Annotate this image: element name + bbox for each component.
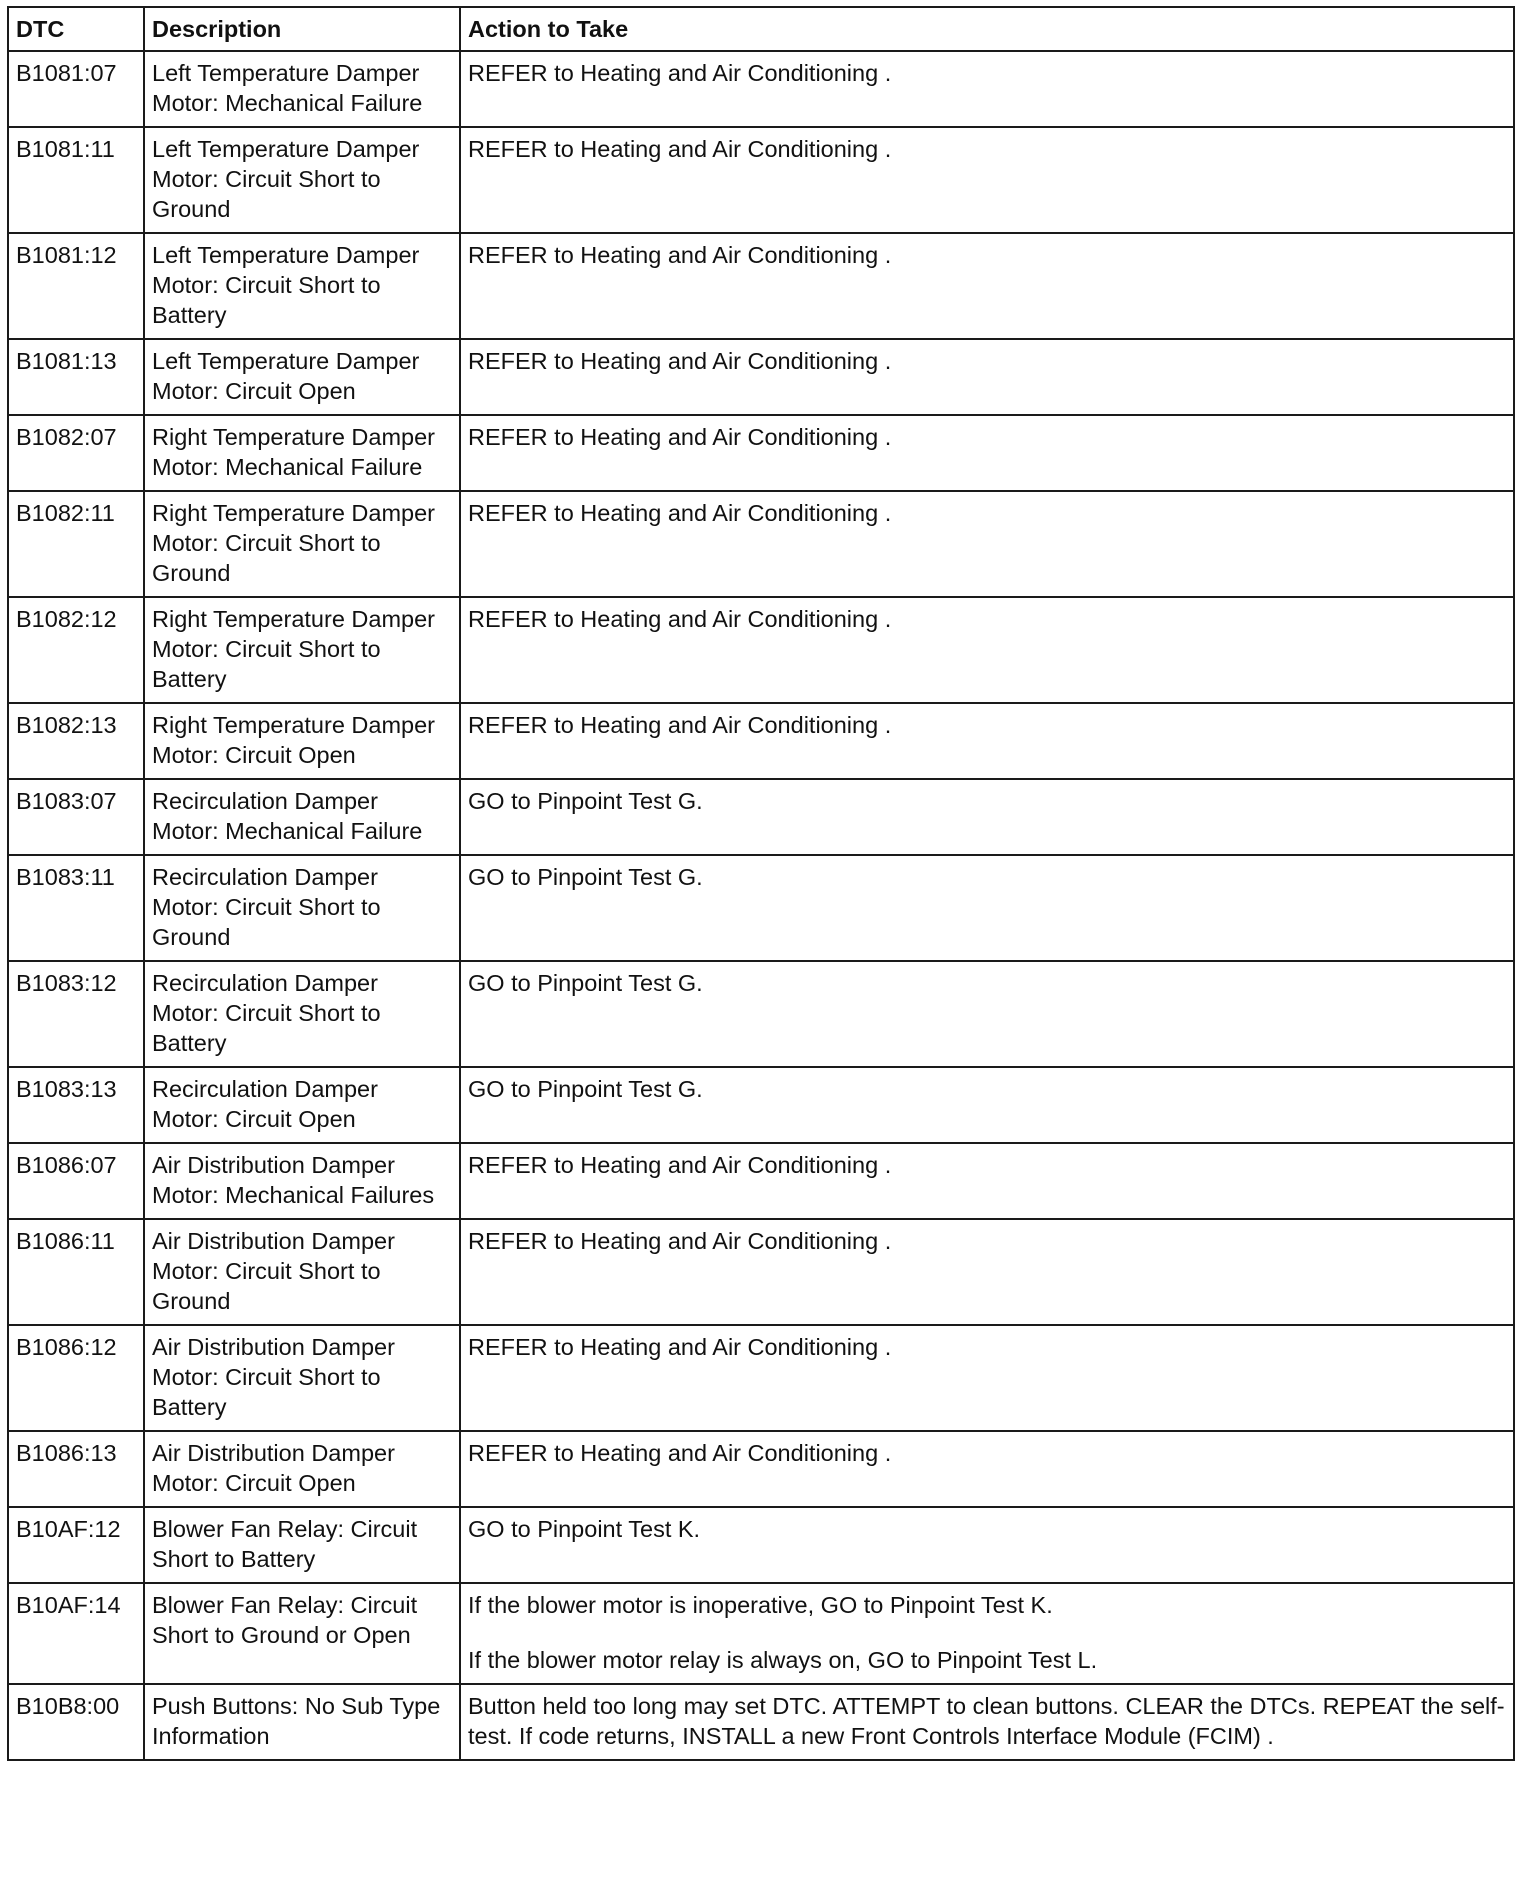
dtc-description: Left Temperature Damper Motor: Circuit Short to Ground bbox=[144, 127, 460, 233]
dtc-description: Left Temperature Damper Motor: Mechanical Failure bbox=[144, 51, 460, 127]
header-description: Description bbox=[144, 7, 460, 51]
dtc-action bbox=[460, 1067, 1514, 1143]
dtc-action bbox=[460, 597, 1514, 703]
header-action: Action to Take bbox=[460, 7, 1514, 51]
action-text: GO to Pinpoint Test G. bbox=[468, 1076, 703, 1102]
dtc-description: Left Temperature Damper Motor: Circuit Short to Battery bbox=[144, 233, 460, 339]
table-row bbox=[8, 1143, 1514, 1219]
action-text: GO to Pinpoint Test G. bbox=[468, 970, 703, 996]
dtc-description: Push Buttons: No Sub Type Information bbox=[144, 1684, 460, 1760]
table-row bbox=[8, 1325, 1514, 1431]
dtc-action bbox=[460, 1431, 1514, 1507]
dtc-description: Left Temperature Damper Motor: Circuit Open bbox=[144, 339, 460, 415]
action-text: REFER to Heating and Air Conditioning . bbox=[468, 1440, 892, 1466]
dtc-action bbox=[460, 1143, 1514, 1219]
dtc-action bbox=[460, 779, 1514, 855]
table-row bbox=[8, 339, 1514, 415]
dtc-code: B1083:07 bbox=[8, 779, 144, 855]
dtc-description: Right Temperature Damper Motor: Circuit Short to Battery bbox=[144, 597, 460, 703]
dtc-code: B1081:12 bbox=[8, 233, 144, 339]
action-text: REFER to Heating and Air Conditioning . bbox=[468, 424, 892, 450]
table-row bbox=[8, 1067, 1514, 1143]
dtc-description: Blower Fan Relay: Circuit Short to Ground or Open bbox=[144, 1583, 460, 1684]
action-text: REFER to Heating and Air Conditioning . bbox=[468, 242, 892, 268]
action-text: REFER to Heating and Air Conditioning . bbox=[468, 60, 892, 86]
action-text: GO to Pinpoint Test G. bbox=[468, 864, 703, 890]
dtc-code: B10B8:00 bbox=[8, 1684, 144, 1760]
table-row bbox=[8, 51, 1514, 127]
header-dtc: DTC bbox=[8, 7, 144, 51]
dtc-action bbox=[460, 1684, 1514, 1760]
action-text: REFER to Heating and Air Conditioning . bbox=[468, 1152, 892, 1178]
dtc-description: Recirculation Damper Motor: Circuit Short to Ground bbox=[144, 855, 460, 961]
dtc-code: B1082:13 bbox=[8, 703, 144, 779]
action-text: If the blower motor is inoperative, GO to Pinpoint Test K. bbox=[468, 1592, 1053, 1618]
dtc-action bbox=[460, 1507, 1514, 1583]
dtc-code: B1083:11 bbox=[8, 855, 144, 961]
dtc-action bbox=[460, 703, 1514, 779]
dtc-action bbox=[460, 127, 1514, 233]
dtc-description: Right Temperature Damper Motor: Mechanical Failure bbox=[144, 415, 460, 491]
dtc-action bbox=[460, 1325, 1514, 1431]
dtc-code: B1083:13 bbox=[8, 1067, 144, 1143]
dtc-description: Air Distribution Damper Motor: Circuit Open bbox=[144, 1431, 460, 1507]
dtc-action bbox=[460, 1583, 1514, 1684]
dtc-description: Right Temperature Damper Motor: Circuit Open bbox=[144, 703, 460, 779]
table-row bbox=[8, 1684, 1514, 1760]
dtc-code: B1082:07 bbox=[8, 415, 144, 491]
dtc-code: B1086:12 bbox=[8, 1325, 144, 1431]
table-row bbox=[8, 1583, 1514, 1684]
dtc-code: B10AF:14 bbox=[8, 1583, 144, 1684]
table-row bbox=[8, 1219, 1514, 1325]
table-header-row bbox=[8, 7, 1514, 51]
action-text: Button held too long may set DTC. ATTEMPT to clean buttons. CLEAR the DTCs. REPEAT the self-test. If code returns, INSTALL a new Front Controls Interface Module (FCIM) . bbox=[468, 1693, 1505, 1749]
dtc-code: B1082:11 bbox=[8, 491, 144, 597]
action-text: GO to Pinpoint Test K. bbox=[468, 1516, 701, 1542]
dtc-description: Right Temperature Damper Motor: Circuit Short to Ground bbox=[144, 491, 460, 597]
table-row bbox=[8, 597, 1514, 703]
table-row bbox=[8, 1431, 1514, 1507]
dtc-description: Recirculation Damper Motor: Circuit Short to Battery bbox=[144, 961, 460, 1067]
dtc-code: B10AF:12 bbox=[8, 1507, 144, 1583]
dtc-code: B1081:11 bbox=[8, 127, 144, 233]
table-row bbox=[8, 1507, 1514, 1583]
dtc-code: B1082:12 bbox=[8, 597, 144, 703]
dtc-action bbox=[460, 51, 1514, 127]
dtc-action bbox=[460, 961, 1514, 1067]
dtc-code: B1086:13 bbox=[8, 1431, 144, 1507]
action-text: REFER to Heating and Air Conditioning . bbox=[468, 500, 892, 526]
action-text: REFER to Heating and Air Conditioning . bbox=[468, 712, 892, 738]
action-text: REFER to Heating and Air Conditioning . bbox=[468, 1334, 892, 1360]
table-row bbox=[8, 703, 1514, 779]
dtc-code: B1086:07 bbox=[8, 1143, 144, 1219]
table-row bbox=[8, 415, 1514, 491]
dtc-description: Blower Fan Relay: Circuit Short to Battery bbox=[144, 1507, 460, 1583]
action-text: GO to Pinpoint Test G. bbox=[468, 788, 703, 814]
dtc-code: B1081:07 bbox=[8, 51, 144, 127]
dtc-description: Air Distribution Damper Motor: Circuit Short to Ground bbox=[144, 1219, 460, 1325]
dtc-description: Air Distribution Damper Motor: Circuit Short to Battery bbox=[144, 1325, 460, 1431]
table-row bbox=[8, 233, 1514, 339]
dtc-code: B1083:12 bbox=[8, 961, 144, 1067]
dtc-code: B1086:11 bbox=[8, 1219, 144, 1325]
action-text: REFER to Heating and Air Conditioning . bbox=[468, 606, 892, 632]
dtc-table bbox=[7, 6, 1515, 1761]
table-row bbox=[8, 961, 1514, 1067]
dtc-action bbox=[460, 233, 1514, 339]
table-row bbox=[8, 127, 1514, 233]
action-text: If the blower motor relay is always on, GO to Pinpoint Test L. bbox=[468, 1647, 1098, 1673]
dtc-action bbox=[460, 415, 1514, 491]
dtc-action bbox=[460, 1219, 1514, 1325]
dtc-action bbox=[460, 339, 1514, 415]
dtc-action bbox=[460, 491, 1514, 597]
table-body bbox=[8, 51, 1514, 1760]
action-text: REFER to Heating and Air Conditioning . bbox=[468, 136, 892, 162]
table-row bbox=[8, 491, 1514, 597]
action-text: REFER to Heating and Air Conditioning . bbox=[468, 1228, 892, 1254]
dtc-code: B1081:13 bbox=[8, 339, 144, 415]
dtc-action bbox=[460, 855, 1514, 961]
dtc-description: Recirculation Damper Motor: Mechanical Failure bbox=[144, 779, 460, 855]
table-row bbox=[8, 855, 1514, 961]
dtc-description: Air Distribution Damper Motor: Mechanical Failures bbox=[144, 1143, 460, 1219]
action-text: REFER to Heating and Air Conditioning . bbox=[468, 348, 892, 374]
dtc-description: Recirculation Damper Motor: Circuit Open bbox=[144, 1067, 460, 1143]
dtc-table-container bbox=[7, 6, 1513, 1761]
table-row bbox=[8, 779, 1514, 855]
